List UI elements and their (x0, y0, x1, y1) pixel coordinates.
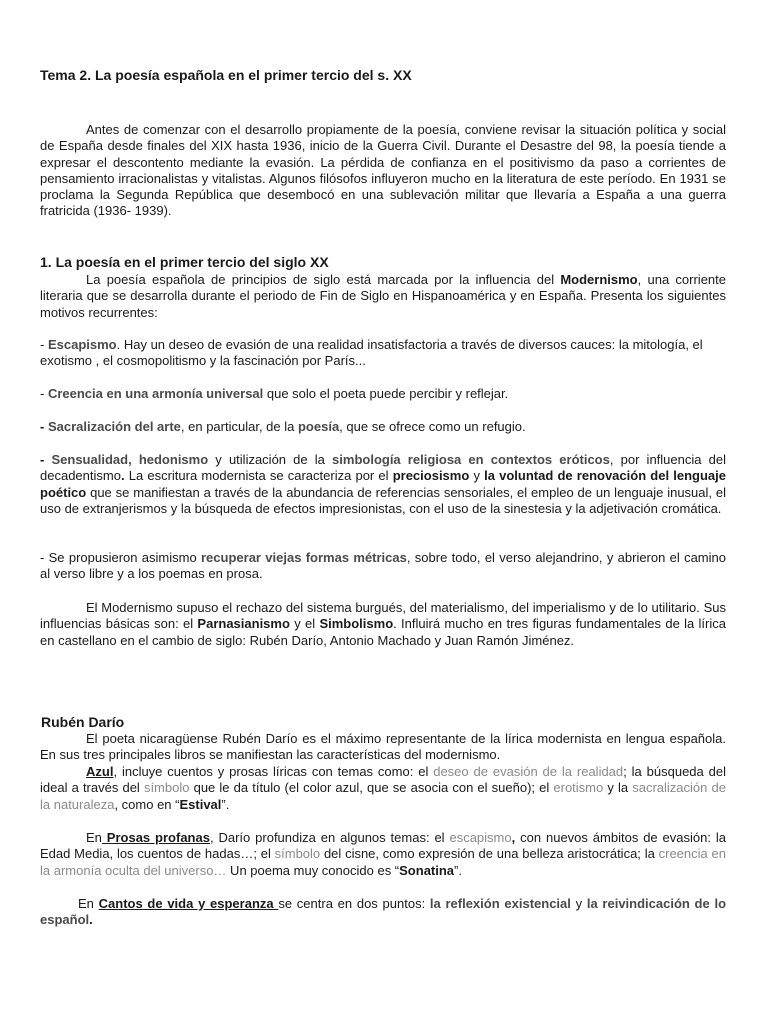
text-span: que se manifiestan a través de la abundancia de referencias sensoriales, el empleo de un lenguaje inusual, el uso de extranjerismos y la búsqueda de efectos impresionistas, con el uso de la sinestesia y la adjetivación cromática. (40, 484, 726, 516)
text-span: - Se propusieron asimismo (40, 550, 201, 565)
text-span: , como en “ (114, 796, 180, 812)
theme-armonia: creencia en la armonía oculta del universo… (40, 846, 726, 878)
text-span: , por influencia del decadentismo (40, 452, 726, 484)
text-span: y (469, 468, 485, 484)
azul-paragraph (40, 764, 726, 813)
motif-sensualidad (40, 452, 726, 517)
poem-sonatina: Sonatina (399, 862, 455, 878)
ruben-dario-heading: Rubén Darío (41, 714, 125, 730)
text-span: En (86, 830, 102, 845)
keyword-armonia: Creencia en una armonía universal (47, 386, 264, 401)
text-span: y (570, 896, 587, 911)
keyword-simbolismo: Simbolismo (319, 616, 394, 632)
keyword-parnasianismo: Parnasianismo (197, 616, 290, 632)
text-span: y la (603, 780, 633, 796)
bullet-dash: - (40, 337, 48, 352)
keyword-sacralizacion: Sacralización del arte (47, 419, 181, 434)
section-1-heading: 1. La poesía en el primer tercio del siglo XX (40, 254, 329, 270)
motif-formas-metricas (40, 550, 726, 583)
intro-paragraph: Antes de comenzar con el desarrollo propiamente de la poesía, conviene revisar la situación política y social de España desde finales del XIX hasta 1936, inicio de la Guerra Civil. Durante el Desastre del 98, la poesía tiende a expresar el descontento mediante la evasión. La pérdida de confianza en el positivismo da paso a corrientes de pensamiento irracionalistas y vitalistas. Algunos filósofos influyeron mucho en la literatura de este período. En 1931 se proclama la Segunda República que desembocó en una sublevación militar que llevaría a España a una guerra fratricida (1936- 1939). (40, 122, 726, 219)
text-span: , en particular, de la (180, 419, 298, 434)
modernismo-rechazo-paragraph (40, 600, 726, 649)
text-span: , una corriente literaria que se desarrolla durante el periodo de Fin de Siglo en Hispanoamérica y en España. Presenta los siguientes motivos recurrentes: (40, 272, 726, 320)
text-span: ; la búsqueda del ideal a través del (40, 764, 726, 796)
text-span: y el (289, 616, 320, 632)
theme-erotismo: erotismo (553, 780, 604, 796)
cantos-paragraph (40, 896, 726, 929)
text-span: En (78, 896, 99, 911)
text-span: . Influirá mucho en tres figuras fundamentales de la lírica en castellano en el cambio de siglo: Rubén Darío, Antonio Machado y Juan Ramón Jiménez. (40, 616, 726, 648)
page-title: Tema 2. La poesía española en el primer tercio del s. XX (40, 67, 412, 83)
period: . (89, 912, 93, 928)
text-span: que le da título (el color azul, que se asocia con el sueño); el (189, 780, 554, 796)
text-span: . Hay un deseo de evasión de una realidad insatisfactoria a través de diversos cauces: la mitología, el exotismo , el cosmopolitismo y la fascinación por París... (40, 337, 703, 369)
bullet-dash: - (40, 386, 48, 401)
text-span: , que se ofrece como un refugio. (339, 419, 526, 434)
keyword-renovacion: la voluntad de renovación del lenguaje poético (40, 468, 726, 500)
book-title-prosas-profanas: Prosas profanas (101, 830, 210, 845)
text-span: La escritura modernista se caracteriza por el (124, 468, 393, 484)
theme-simbolo-cisne: símbolo (274, 846, 321, 862)
theme-evasion: deseo de evasión de la realidad (433, 764, 624, 779)
theme-escapismo: escapismo (449, 830, 512, 845)
text-span: , incluye cuentos y prosas líricas con temas como: el (113, 764, 434, 779)
text-span: que solo el poeta puede percibir y reflejar. (263, 386, 509, 401)
text-span: y utilización de la (208, 452, 333, 467)
keyword-modernismo: Modernismo (560, 272, 638, 287)
text-span: con nuevos ámbitos de evasión: la Edad Media, los cuentos de hadas…; el (40, 830, 726, 862)
book-title-cantos: Cantos de vida y esperanza (98, 896, 279, 911)
keyword-reivindicacion: la reivindicación de lo español (40, 896, 727, 928)
bullet-dash: - (40, 452, 52, 467)
theme-simbolo: símbolo (143, 780, 190, 796)
motif-sacralizacion (40, 419, 726, 435)
text-span: ”. (454, 862, 462, 878)
keyword-sensualidad: Sensualidad, hedonismo (51, 452, 209, 467)
theme-sacralizacion: sacralización de la naturaleza (40, 780, 726, 812)
text-span: La poesía española de principios de siglo está marcada por la influencia del (86, 272, 561, 287)
text-span: ”. (221, 796, 230, 812)
text-span: , Darío profundiza en algunos temas: el (209, 830, 450, 845)
prosas-profanas-paragraph (40, 830, 726, 879)
text-span: del cisne, como expresión de una belleza aristocrática; la (320, 846, 659, 862)
period: . (120, 468, 125, 484)
motif-armonia (40, 386, 726, 402)
poem-estival: Estival (179, 796, 222, 812)
keyword-formas-metricas: recuperar viejas formas métricas (201, 550, 407, 565)
text-span: , sobre todo, el verso alejandrino, y abrieron el camino al verso libre y a los poemas en prosa. (40, 550, 726, 582)
text-span: se centra en dos puntos: (278, 896, 430, 911)
book-title-azul: Azul (86, 764, 114, 779)
keyword-simbologia: simbología religiosa en contextos eróticos (332, 452, 610, 467)
bullet-dash: - (40, 419, 48, 434)
comma: , (511, 830, 516, 845)
ruben-intro-paragraph: El poeta nicaragüense Rubén Darío es el máximo representante de la lírica modernista en lengua española. En sus tres principales libros se manifiestan las características del modernismo. (40, 731, 726, 763)
keyword-escapismo: Escapismo (47, 337, 117, 352)
text-span: Un poema muy conocido es “ (226, 862, 400, 878)
keyword-reflexion: la reflexión existencial (429, 896, 571, 911)
motif-escapismo (40, 337, 726, 370)
modernismo-intro-paragraph (40, 272, 726, 321)
keyword-poesia: poesía (297, 419, 340, 434)
keyword-preciosismo: preciosismo (392, 468, 470, 484)
text-span: El Modernismo supuso el rechazo del sistema burgués, del materialismo, del imperialismo y de lo utilitario. Sus influencias básicas son: el (40, 600, 726, 632)
